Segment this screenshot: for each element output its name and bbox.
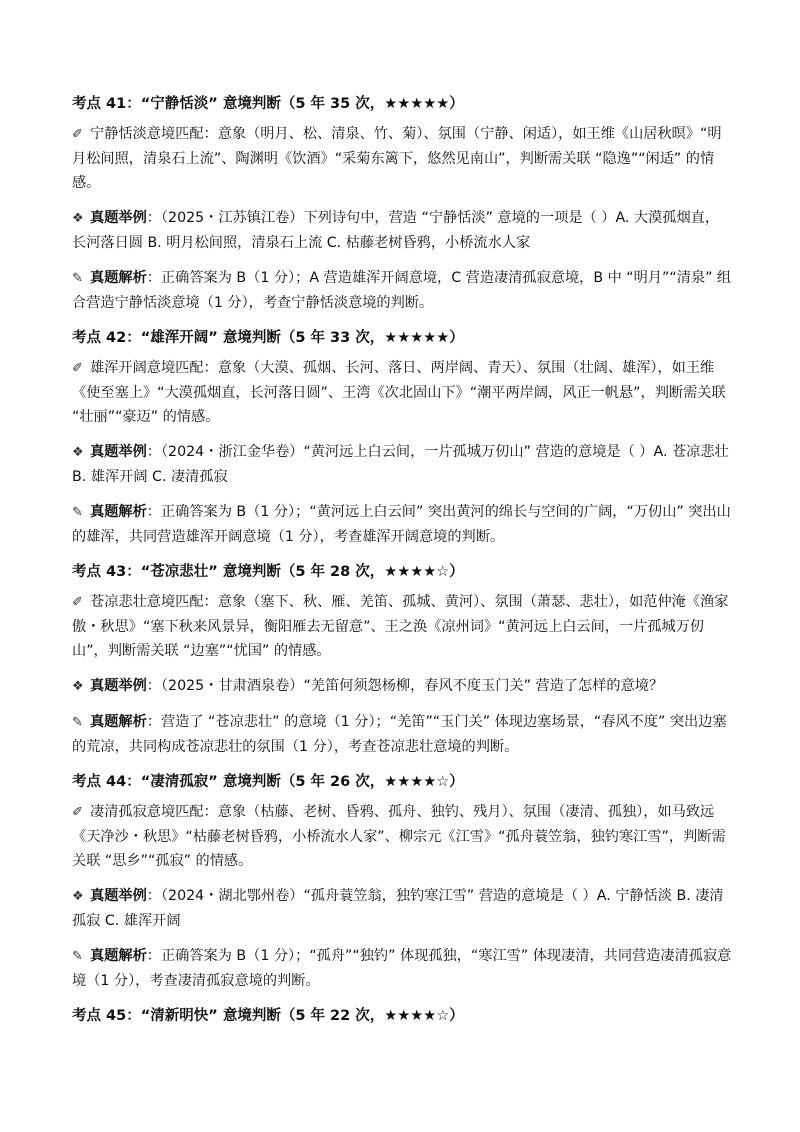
section-41 — [72, 92, 732, 315]
document-page — [72, 92, 732, 1034]
example-text: ：（2025・甘肃酒泉卷）“羌笛何须怨杨柳，春风不度玉门关” 营造了怎样的意境？ — [146, 678, 664, 694]
example-paragraph — [72, 884, 732, 933]
section-43 — [72, 560, 732, 759]
pencil-icon: ✐ — [72, 805, 83, 820]
diamond-icon: ❖ — [72, 211, 84, 226]
diamond-icon: ❖ — [72, 679, 84, 694]
pencil-icon: ✐ — [72, 127, 83, 142]
match-text: 雄浑开阔意境匹配：意象（大漠、孤烟、长河、落日、两岸阔、青天）、氛围（壮阔、雄浑），如王维《使至塞上》“大漠孤烟直，长河落日圆”、王湾《次北固山下》“潮平两岸阔，风正一帆悬”，判断需关联 “壮丽”“豪迈” 的情感。 — [72, 360, 726, 425]
example-paragraph — [72, 206, 732, 255]
analysis-label: 真题解析 — [90, 714, 147, 730]
example-paragraph — [72, 440, 732, 489]
analysis-text: ：营造了 “苍凉悲壮” 的意境（1 分）；“羌笛”“玉门关” 体现边塞场景，“春风不度” 突出边塞的荒凉，共同构成苍凉悲壮的氛围（1 分），考查苍凉悲壮意境的判断。 — [72, 714, 727, 755]
match-paragraph — [72, 800, 732, 873]
pen-icon: ✎ — [72, 715, 83, 730]
example-label: 真题举例 — [90, 678, 147, 694]
match-text: 苍凉悲壮意境匹配：意象（塞下、秋、雁、羌笛、孤城、黄河）、氛围（萧瑟、悲壮），如范仲淹《渔家傲・秋思》“塞下秋来风景异，衡阳雁去无留意”、王之涣《凉州词》“黄河远上白云间，一片孤城万仞山”，判断需关联 “边塞”“忧国” 的情感。 — [72, 594, 729, 659]
analysis-paragraph — [72, 266, 732, 315]
section-42 — [72, 326, 732, 549]
analysis-label: 真题解析 — [90, 948, 147, 964]
match-paragraph — [72, 356, 732, 429]
section-44 — [72, 770, 732, 993]
kaodian-title: 考点 41：“宁静恬淡” 意境判断（5 年 35 次，★★★★★） — [72, 96, 464, 112]
analysis-text: ：正确答案为 B（1 分）；A 营造雄浑开阔意境，C 营造凄清孤寂意境，B 中 “明月”“清泉” 组合营造宁静恬淡意境（1 分），考查宁静恬淡意境的判断。 — [72, 270, 732, 311]
analysis-paragraph — [72, 500, 732, 549]
pen-icon: ✎ — [72, 271, 83, 286]
kaodian-title-45: 考点 45：“清新明快” 意境判断（5 年 22 次，★★★★☆） — [72, 1008, 464, 1024]
kaodian-title: 考点 42：“雄浑开阔” 意境判断（5 年 33 次，★★★★★） — [72, 330, 464, 346]
pen-icon: ✎ — [72, 505, 83, 520]
diamond-icon: ❖ — [72, 889, 84, 904]
analysis-paragraph — [72, 710, 732, 759]
diamond-icon: ❖ — [72, 445, 84, 460]
example-label: 真题举例 — [90, 210, 147, 226]
analysis-label: 真题解析 — [90, 270, 147, 286]
pen-icon: ✎ — [72, 949, 83, 964]
kaodian-title: 考点 44：“凄清孤寂” 意境判断（5 年 26 次，★★★★☆） — [72, 774, 464, 790]
match-paragraph — [72, 122, 732, 195]
match-text: 宁静恬淡意境匹配：意象（明月、松、清泉、竹、菊）、氛围（宁静、闲适），如王维《山居秋暝》“明月松间照，清泉石上流”、陶渊明《饮酒》“采菊东篱下，悠然见南山”，判断需关联 “隐逸”“闲适” 的情感。 — [72, 126, 722, 191]
pencil-icon: ✐ — [72, 361, 83, 376]
example-text: ：（2024・湖北鄂州卷）“孤舟蓑笠翁，独钓寒江雪” 营造的意境是（ ）A. 宁静恬淡 B. 凄清孤寂 C. 雄浑开阔 — [72, 888, 724, 929]
match-paragraph — [72, 590, 732, 663]
example-text: ：（2025・江苏镇江卷）下列诗句中，营造 “宁静恬淡” 意境的一项是（ ）A. 大漠孤烟直，长河落日圆 B. 明月松间照，清泉石上流 C. 枯藤老树昏鸦，小桥流水人家 — [72, 210, 720, 251]
analysis-label: 真题解析 — [90, 504, 147, 520]
example-label: 真题举例 — [90, 444, 147, 460]
kaodian-title: 考点 43：“苍凉悲壮” 意境判断（5 年 28 次，★★★★☆） — [72, 564, 464, 580]
analysis-text: ：正确答案为 B（1 分）；“孤舟”“独钓” 体现孤独，“寒江雪” 体现凄清，共同营造凄清孤寂意境（1 分），考查凄清孤寂意境的判断。 — [72, 948, 732, 989]
analysis-paragraph — [72, 944, 732, 993]
match-text: 凄清孤寂意境匹配：意象（枯藤、老树、昏鸦、孤舟、独钓、残月）、氛围（凄清、孤独），如马致远《天净沙・秋思》“枯藤老树昏鸦，小桥流水人家”、柳宗元《江雪》“孤舟蓑笠翁，独钓寒江雪”，判断需关联 “思乡”“孤寂” 的情感。 — [72, 804, 726, 869]
pencil-icon: ✐ — [72, 595, 83, 610]
analysis-text: ：正确答案为 B（1 分）；“黄河远上白云间” 突出黄河的绵长与空间的广阔，“万仞山” 突出山的雄浑，共同营造雄浑开阔意境（1 分），考查雄浑开阔意境的判断。 — [72, 504, 731, 545]
example-text: ：（2024・浙江金华卷）“黄河远上白云间，一片孤城万仞山” 营造的意境是（ ）A. 苍凉悲壮 B. 雄浑开阔 C. 凄清孤寂 — [72, 444, 729, 485]
example-label: 真题举例 — [90, 888, 147, 904]
example-paragraph — [72, 674, 732, 699]
